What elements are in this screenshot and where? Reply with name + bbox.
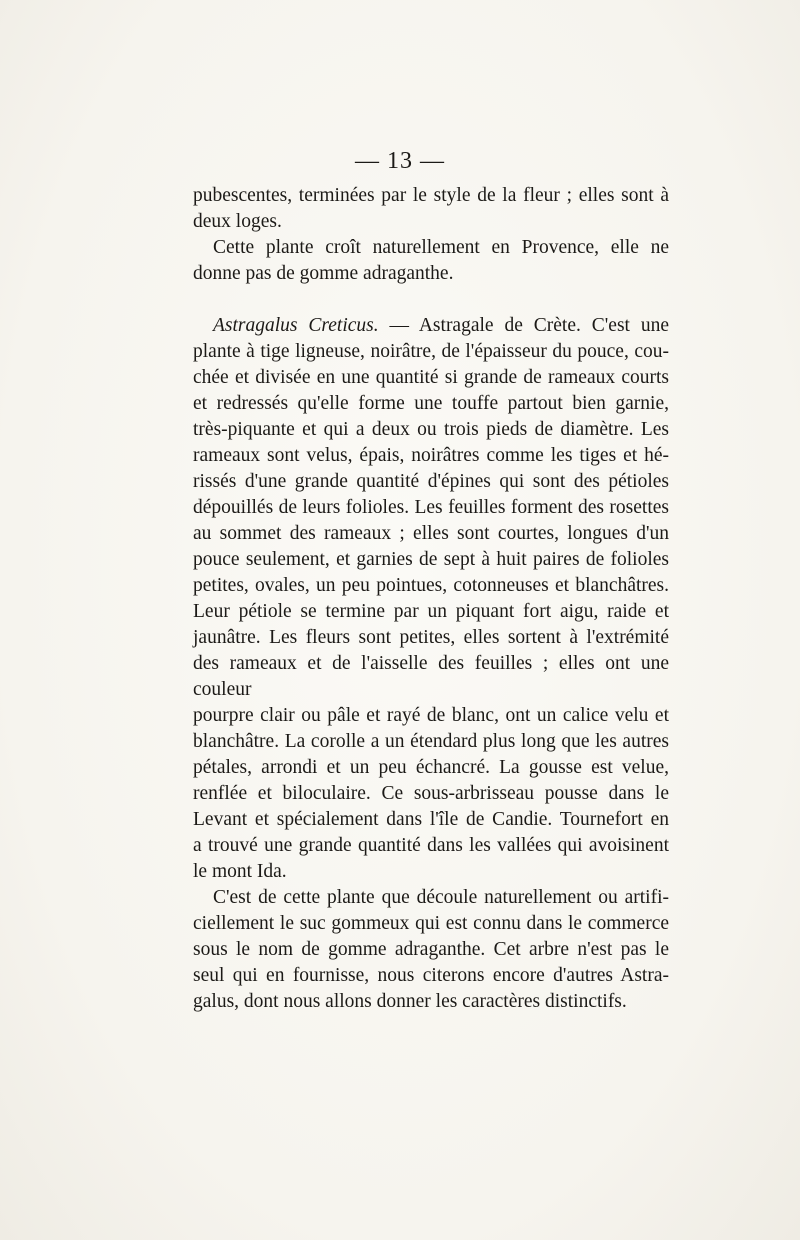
- text-line: ciellement le suc gommeux qui est connu dans le commerce: [193, 913, 669, 934]
- body-text: [193, 183, 669, 1015]
- text-line: C'est de cette plante que découle naturellement ou artifi-: [213, 887, 669, 908]
- text-line: pubescentes, terminées par le style de la fleur ; elles sont à: [193, 185, 669, 206]
- text-line: Leur pétiole se termine par un piquant fort aigu, raide et: [193, 601, 669, 622]
- species-name: Astragalus Creticus.: [213, 315, 379, 336]
- text-line: renflée et biloculaire. Ce sous-arbrisseau pousse dans le: [193, 783, 669, 804]
- text-line: chée et divisée en une quantité si grande de rameaux courts: [193, 367, 669, 388]
- text-line: pourpre clair ou pâle et rayé de blanc, ont un calice velu et: [193, 705, 669, 726]
- text-line: [193, 313, 669, 339]
- paragraph-gap: [193, 287, 669, 313]
- text-line: des rameaux et de l'aisselle des feuilles ; elles ont une couleur: [193, 653, 669, 700]
- text-line: rameaux sont velus, épais, noirâtres comme les tiges et hé-: [193, 445, 669, 466]
- text-line: dépouillés de leurs folioles. Les feuilles forment des rosettes: [193, 497, 669, 518]
- text-line: rissés d'une grande quantité d'épines qui sont des pétioles: [193, 471, 669, 492]
- text-line: pétales, arrondi et un peu échancré. La gousse est velue,: [193, 757, 669, 778]
- text-line: deux loges.: [193, 211, 282, 232]
- text-span: — Astragale de Crète. C'est une: [378, 315, 669, 336]
- text-line: au sommet des rameaux ; elles sont courtes, longues d'un: [193, 523, 669, 544]
- text-line: jaunâtre. Les fleurs sont petites, elles sortent à l'extrémité: [193, 627, 669, 648]
- text-line: galus, dont nous allons donner les caractères distinctifs.: [193, 991, 627, 1012]
- text-line: plante à tige ligneuse, noirâtre, de l'épaisseur du pouce, cou-: [193, 341, 669, 362]
- text-line: blanchâtre. La corolle a un étendard plus long que les autres: [193, 731, 669, 752]
- page-number: — 13 —: [355, 148, 445, 174]
- text-line: le mont Ida.: [193, 861, 287, 882]
- text-line: Cette plante croît naturellement en Provence, elle ne: [213, 237, 669, 258]
- text-line: pouce seulement, et garnies de sept à huit paires de folioles: [193, 549, 669, 570]
- text-line: a trouvé une grande quantité dans les vallées qui avoisinent: [193, 835, 669, 856]
- text-line: très-piquante et qui a deux ou trois pieds de diamètre. Les: [193, 419, 669, 440]
- text-line: Levant et spécialement dans l'île de Candie. Tournefort en: [193, 809, 669, 830]
- text-line: petites, ovales, un peu pointues, cotonneuses et blanchâtres.: [193, 575, 669, 596]
- text-line: donne pas de gomme adraganthe.: [193, 263, 454, 284]
- text-line: et redressés qu'elle forme une touffe partout bien garnie,: [193, 393, 669, 414]
- text-line: sous le nom de gomme adraganthe. Cet arbre n'est pas le: [193, 939, 669, 960]
- text-line: seul qui en fournisse, nous citerons encore d'autres Astra-: [193, 965, 669, 986]
